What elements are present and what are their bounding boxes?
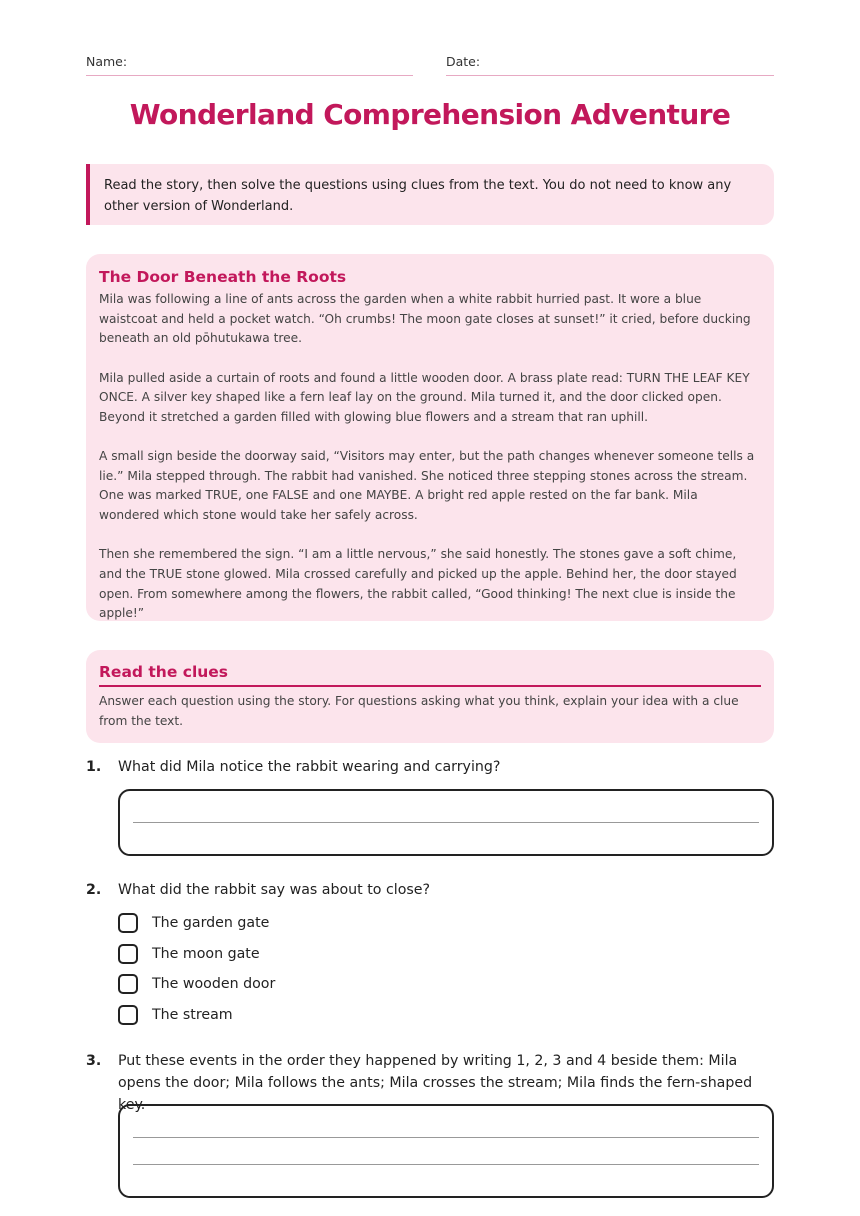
story-paragraph: Then she remembered the sign. “I am a little nervous,” she said honestly. The stones gave a soft chime, and the TRUE stone glowed. Mila crossed carefully and picked up the apple. Behind her, the door stayed open. From somewhere among the flowers, the rabbit called, “Good thinking! The next clue is inside the apple!” xyxy=(99,547,737,621)
page-title: Wonderland Comprehension Adventure xyxy=(129,98,731,131)
question-number: 1. xyxy=(86,759,102,775)
option-label: The garden gate xyxy=(152,915,270,931)
story-paragraph: Mila pulled aside a curtain of roots and found a little wooden door. A brass plate read: TURN THE LEAF KEY ONCE. A silver key shaped like a fern leaf lay on the ground. Mila turned it, and the door clicked open. Beyond it stretched a garden filled with glowing blue flowers and a stream that ran uphill. xyxy=(99,370,750,424)
instructions-text: Read the story, then solve the questions using clues from the text. You do not need to know any other version of Wonderland. xyxy=(104,178,732,214)
story-box xyxy=(86,254,774,621)
clues-title: Read the clues xyxy=(99,661,761,687)
checkbox[interactable] xyxy=(118,913,138,933)
question-text: What did the rabbit say was about to close? xyxy=(118,882,431,898)
answer-line xyxy=(133,1164,759,1165)
question-1 xyxy=(86,756,774,778)
option-label: The stream xyxy=(152,1007,233,1023)
date-field[interactable] xyxy=(446,54,774,76)
checkbox[interactable] xyxy=(118,944,138,964)
answer-line xyxy=(133,822,759,823)
checkbox[interactable] xyxy=(118,974,138,994)
name-field[interactable] xyxy=(86,54,413,76)
answer-line xyxy=(133,1137,759,1138)
question-text: What did Mila notice the rabbit wearing and carrying? xyxy=(118,759,501,775)
date-label: Date: xyxy=(446,54,481,69)
question-number: 3. xyxy=(86,1053,102,1069)
question-number: 2. xyxy=(86,882,102,898)
story-paragraph: A small sign beside the doorway said, “Visitors may enter, but the path changes whenever someone tells a lie.” Mila stepped through. The rabbit had vanished. She noticed three stepping stones across the stream. One was marked TRUE, one FALSE and one MAYBE. A bright red apple rested on the far bank. Mila wondered which stone would take her safely across. xyxy=(99,449,755,522)
answer-box-1[interactable] xyxy=(118,789,774,856)
option-label: The moon gate xyxy=(152,946,260,962)
clues-box xyxy=(86,650,774,743)
story-paragraph: Mila was following a line of ants across the garden when a white rabbit hurried past. It wore a blue waistcoat and held a pocket watch. “Oh crumbs! The moon gate closes at sunset!” it cried, before ducking beneath an old pōhutukawa tree. xyxy=(99,292,751,346)
story-title: The Door Beneath the Roots xyxy=(99,268,347,286)
question-3 xyxy=(86,1050,774,1113)
option-label: The wooden door xyxy=(152,976,276,992)
name-date-row xyxy=(86,54,774,78)
checkbox[interactable] xyxy=(118,1005,138,1025)
answer-box-3[interactable] xyxy=(118,1104,774,1198)
question-2 xyxy=(86,879,774,901)
name-label: Name: xyxy=(86,54,128,69)
question-text: Put these events in the order they happened by writing 1, 2, 3 and 4 beside them: Mila opens the door; Mila follows the ants; Mila crosses the stream; Mila finds the fern-shaped key. xyxy=(118,1053,753,1113)
clues-text: Answer each question using the story. For questions asking what you think, explain your idea with a clue from the text. xyxy=(99,694,739,728)
instructions-box xyxy=(86,164,774,225)
